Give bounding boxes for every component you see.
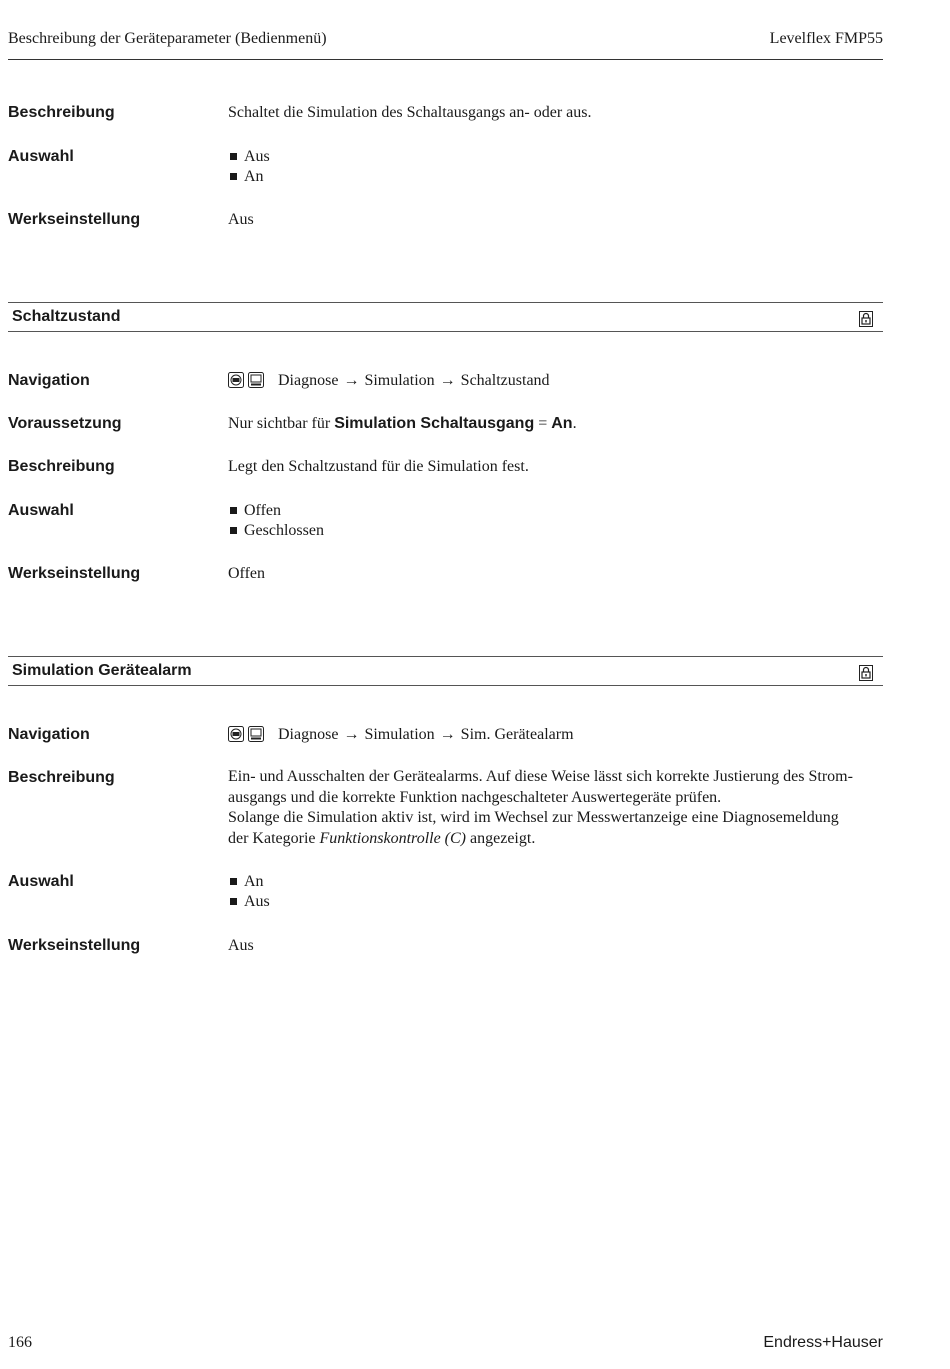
param-label: Auswahl (8, 873, 74, 890)
text-suffix: angezeigt. (470, 829, 536, 847)
section-header-geraetealarm (8, 656, 883, 686)
param-label: Werkseinstellung (8, 937, 141, 954)
param-label: Navigation (8, 372, 90, 389)
list-item: An (228, 167, 883, 188)
param-label: Auswahl (8, 148, 74, 165)
expert-menu-icon (228, 372, 244, 388)
category-reference: Funktionskontrolle (C) (319, 829, 467, 847)
operation-menu-icon (248, 726, 264, 742)
list-item: Offen (228, 500, 883, 521)
brand-name: Endress+Hauser (763, 1334, 883, 1351)
param-row-beschreibung (8, 767, 883, 849)
text-prefix: Nur sichtbar für (228, 415, 331, 432)
param-row-auswahl (8, 146, 883, 187)
param-label: Navigation (8, 726, 90, 743)
param-label: Auswahl (8, 502, 74, 519)
breadcrumb-item: Schaltzustand (460, 372, 550, 389)
breadcrumb-item: Sim. Gerätealarm (460, 726, 574, 743)
option-list (228, 500, 883, 541)
text-line (228, 829, 883, 850)
expert-menu-icon (228, 726, 244, 742)
param-row-beschreibung (8, 102, 883, 123)
operation-menu-icon (248, 372, 264, 388)
text-line: Ein- und Ausschalten der Gerätealarms. Auf diese Weise lässt sich korrekte Justierung des Strom- (228, 768, 853, 785)
section-title: Simulation Gerätealarm (12, 662, 192, 679)
arrow-right-icon: → (439, 726, 456, 743)
page-number: 166 (8, 1334, 32, 1351)
param-value (228, 413, 883, 434)
page-header (8, 30, 883, 60)
bullet-icon (230, 507, 237, 514)
param-value: Offen (228, 565, 266, 582)
arrow-right-icon: → (343, 726, 360, 743)
bullet-icon (230, 173, 237, 180)
param-row-werkseinstellung (8, 563, 883, 584)
param-label: Werkseinstellung (8, 565, 141, 582)
param-label: Beschreibung (8, 769, 115, 786)
param-row-navigation (8, 370, 883, 391)
param-value: Schaltet die Simulation des Schaltausgangs an- oder aus. (228, 104, 592, 121)
option-list (228, 146, 883, 187)
arrow-right-icon: → (439, 372, 456, 389)
nav-path (228, 724, 883, 745)
page-footer (8, 1334, 883, 1352)
breadcrumb-item: Diagnose (278, 372, 339, 389)
text-line: ausgangs und die korrekte Funktion nachgeschalteter Auswertegeräte prüfen. (228, 788, 722, 806)
text-line: Solange die Simulation aktiv ist, wird im Wechsel zur Messwertanzeige eine Diagnosemeldung (228, 809, 839, 826)
text-end: . (572, 415, 577, 432)
bullet-icon (230, 878, 237, 885)
param-label: Werkseinstellung (8, 211, 141, 228)
list-item: Geschlossen (228, 521, 883, 542)
arrow-right-icon: → (343, 372, 360, 389)
param-value: Aus (228, 937, 254, 954)
breadcrumb-item: Simulation (364, 372, 435, 389)
param-reference-value: An (551, 415, 573, 432)
text-prefix: der Kategorie (228, 829, 316, 847)
param-label: Beschreibung (8, 458, 115, 475)
text-eq: = (538, 415, 548, 432)
list-item: Aus (228, 892, 883, 913)
param-row-voraussetzung (8, 413, 883, 434)
breadcrumb-item: Simulation (364, 726, 435, 743)
param-row-auswahl (8, 500, 883, 541)
header-device: Levelflex FMP55 (769, 30, 883, 47)
bullet-icon (230, 527, 237, 534)
param-reference: Simulation Schaltausgang (334, 415, 535, 432)
nav-path (228, 370, 883, 391)
header-title: Beschreibung der Geräteparameter (Bedienmenü) (8, 30, 327, 47)
breadcrumb-item: Diagnose (278, 726, 339, 743)
bullet-icon (230, 898, 237, 905)
param-row-werkseinstellung (8, 209, 883, 230)
bullet-icon (230, 153, 237, 160)
section-header-schaltzustand (8, 302, 883, 332)
param-value (228, 767, 883, 849)
param-row-auswahl (8, 871, 883, 912)
list-item: An (228, 871, 883, 892)
param-row-navigation (8, 724, 883, 745)
lock-icon (859, 311, 873, 327)
option-list (228, 871, 883, 912)
section-title: Schaltzustand (12, 308, 121, 325)
lock-icon (859, 665, 873, 681)
param-row-werkseinstellung (8, 935, 883, 956)
param-row-beschreibung (8, 456, 883, 477)
list-item: Aus (228, 146, 883, 167)
param-label: Beschreibung (8, 104, 115, 121)
param-label: Voraussetzung (8, 415, 122, 432)
param-value: Aus (228, 211, 254, 228)
param-value: Legt den Schaltzustand für die Simulation fest. (228, 458, 529, 475)
